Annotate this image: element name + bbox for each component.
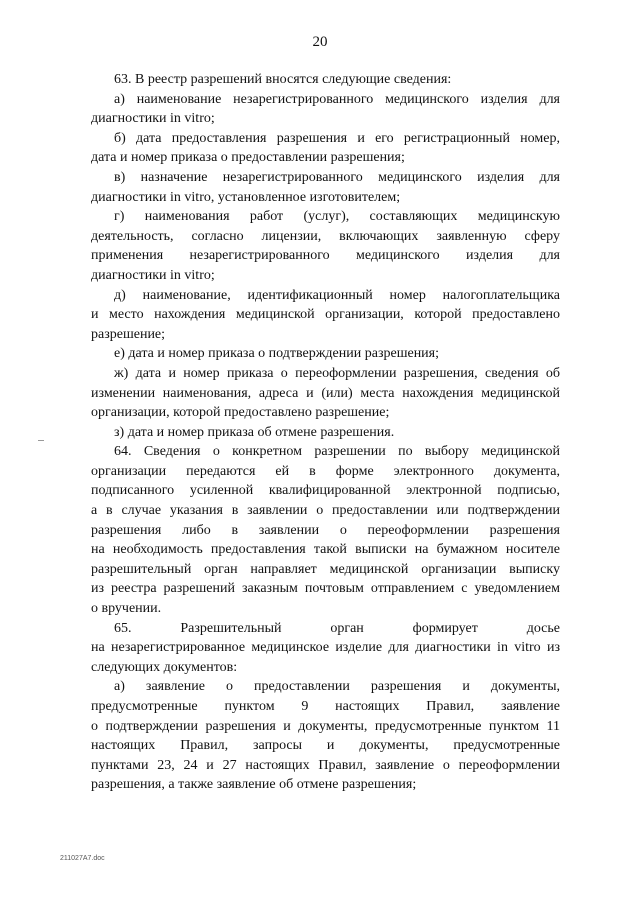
paragraph-line: а в случае указания в заявлении о предоставлении или подтверждении xyxy=(91,503,560,519)
paragraph-line: организации, которой предоставлено разрешение; xyxy=(91,405,390,421)
paragraph-line: диагностики in vitro; xyxy=(91,111,215,127)
paragraph-line: применения незарегистрированного медицинского изделия для xyxy=(91,248,560,264)
paragraph-line: з) дата и номер приказа об отмене разрешения. xyxy=(114,424,395,440)
paragraph xyxy=(91,90,560,129)
paragraph-line: диагностики in vitro, установленное изготовителем; xyxy=(91,189,401,205)
paragraph xyxy=(91,677,560,795)
paragraph-line: настоящих Правил, запросы и документы, предусмотренные xyxy=(91,738,560,754)
paragraph-line: в) назначение незарегистрированного медицинского изделия для xyxy=(114,169,560,185)
paragraph xyxy=(91,344,560,364)
paragraph-line: разрешительный орган направляет медицинской организации выписку xyxy=(91,561,560,577)
paragraph-line: на необходимость предоставления такой выписки на бумажном носителе xyxy=(91,542,560,558)
paragraph-line: дата и номер приказа о предоставлении разрешения; xyxy=(91,150,405,166)
paragraph xyxy=(91,364,560,423)
paragraph-line: 64. Сведения о конкретном разрешении по выбору медицинской xyxy=(114,444,560,460)
paragraph-line: пунктами 23, 24 и 27 настоящих Правил, заявление о переоформлении xyxy=(91,757,560,773)
document-body xyxy=(91,70,560,795)
paragraph-line: а) заявление о предоставлении разрешения и документы, xyxy=(114,679,560,695)
paragraph xyxy=(91,207,560,285)
paragraph-line: разрешения либо в заявлении о переоформлении разрешения xyxy=(91,522,560,538)
paragraph-line: на незарегистрированное медицинское изделие для диагностики in vitro из xyxy=(91,640,560,656)
paragraph-line: разрешения, а также заявление об отмене разрешения; xyxy=(91,777,417,793)
paragraph-line: следующих документов: xyxy=(91,659,238,675)
paragraph xyxy=(91,70,560,90)
paragraph-line: о вручении. xyxy=(91,601,162,617)
paragraph-line: диагностики in vitro; xyxy=(91,267,215,283)
paragraph-line: о подтверждении разрешения и документы, предусмотренные пунктом 11 xyxy=(91,718,560,734)
paragraph xyxy=(91,619,560,678)
paragraph-line: е) дата и номер приказа о подтверждении разрешения; xyxy=(114,346,440,362)
paragraph xyxy=(91,286,560,345)
paragraph-line: ж) дата и номер приказа о переоформлении разрешения, сведения об xyxy=(114,365,560,381)
margin-mark xyxy=(38,440,44,441)
paragraph-line: 65. Разрешительный орган формирует досье xyxy=(114,620,560,636)
paragraph-line: изменении наименования, адреса и (или) места нахождения медицинской xyxy=(91,385,560,401)
paragraph-line: и место нахождения медицинской организации, которой предоставлено xyxy=(91,307,560,323)
paragraph-line: деятельность, согласно лицензии, включающих заявленную сферу xyxy=(91,228,560,244)
paragraph-line: д) наименование, идентификационный номер налогоплательщика xyxy=(114,287,560,303)
paragraph xyxy=(91,442,560,618)
file-name-footer: 211027A7.doc xyxy=(60,855,105,862)
paragraph-line: организации передаются ей в форме электронного документа, xyxy=(91,463,560,479)
paragraph xyxy=(91,168,560,207)
paragraph-line: 63. В реестр разрешений вносятся следующие сведения: xyxy=(114,72,452,87)
page-number: 20 xyxy=(312,34,328,50)
paragraph-line: г) наименования работ (услуг), составляющих медицинскую xyxy=(114,209,560,225)
paragraph-line: из реестра разрешений заказным почтовым отправлением с уведомлением xyxy=(91,581,560,597)
paragraph-line: предусмотренные пунктом 9 настоящих Правил, заявление xyxy=(91,699,560,714)
paragraph-line: б) дата предоставления разрешения и его регистрационный номер, xyxy=(114,130,560,146)
paragraph-line: разрешение; xyxy=(91,326,166,342)
paragraph-line: а) наименование незарегистрированного медицинского изделия для xyxy=(114,91,560,107)
paragraph xyxy=(91,423,560,443)
paragraph-line: подписанного усиленной квалифицированной электронной подписью, xyxy=(91,483,560,499)
paragraph xyxy=(91,129,560,168)
